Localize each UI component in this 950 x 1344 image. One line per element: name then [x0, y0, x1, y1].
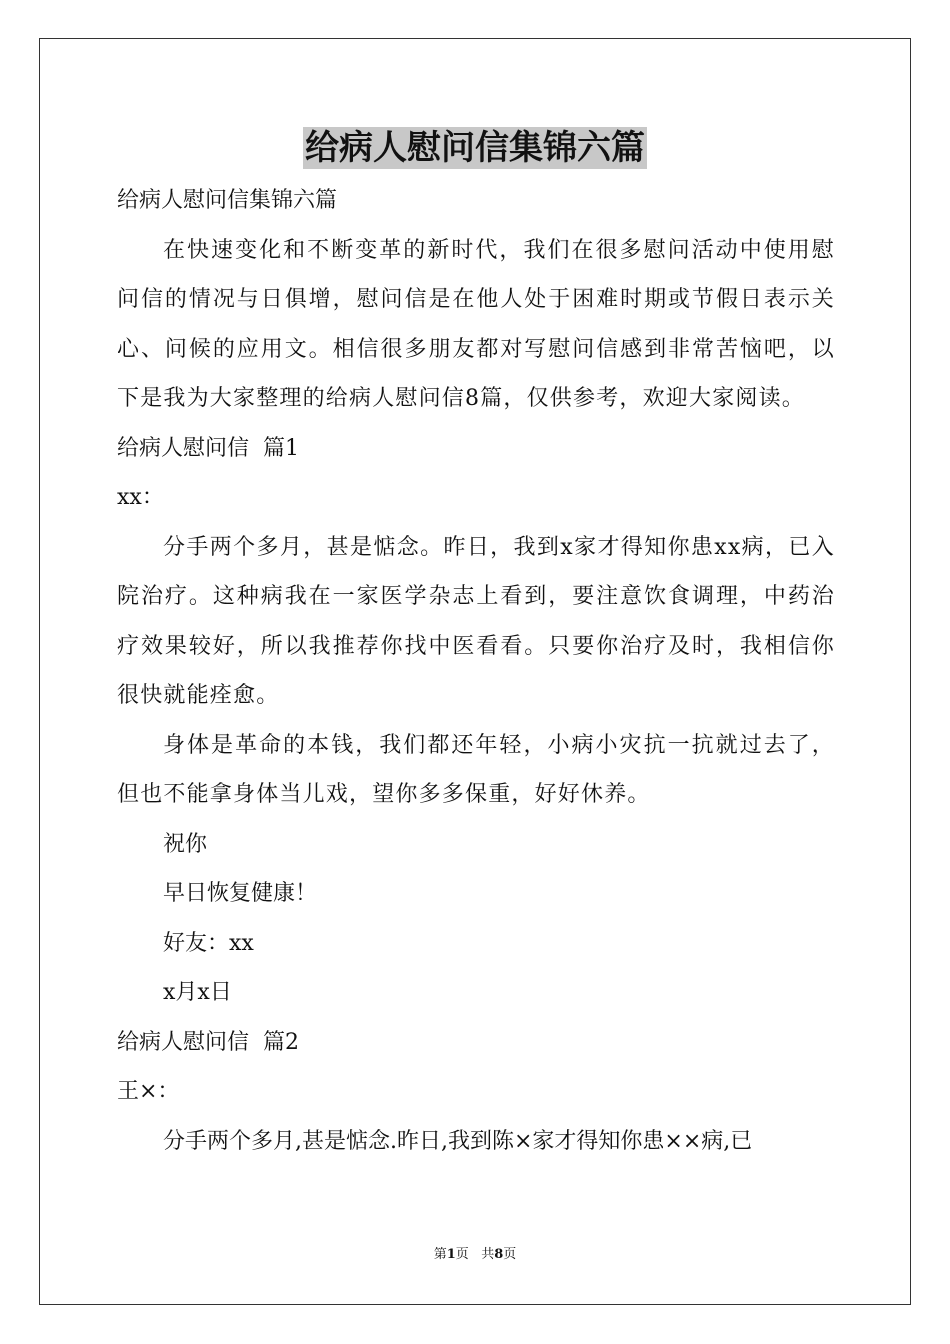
- document-body: [117, 176, 835, 1166]
- footer-page-mid: 页 共: [455, 1247, 495, 1262]
- letter2-paragraph-1: 分手两个多月,甚是惦念.昨日,我到陈×家才得知你患××病,已: [163, 1128, 753, 1154]
- letter1-closing-1: 祝你: [163, 831, 208, 857]
- footer-page-prefix: 第: [433, 1247, 447, 1262]
- letter1-salutation: xx：: [117, 485, 164, 510]
- letter1-heading: 给病人慰问信 篇1: [117, 435, 299, 461]
- letter1-paragraph-1: 分手两个多月，甚是惦念。昨日，我到x家才得知你患xx病，已入院治疗。这种病我在一家医学杂志上看到，要注意饮食调理，中药治疗效果较好，所以我推荐你找中医看看。只要你治疗及时，我相信你很快就能痊愈。: [117, 534, 835, 708]
- letter2-heading: 给病人慰问信 篇2: [117, 1029, 299, 1055]
- title-text: 给病人慰问信集锦六篇: [305, 128, 645, 168]
- document-title: [0, 127, 950, 171]
- letter1-paragraph-2: 身体是革命的本钱，我们都还年轻，小病小灾抗一抗就过去了，但也不能拿身体当儿戏，望你多多保重，好好休养。: [117, 732, 835, 807]
- intro-paragraph: 在快速变化和不断变革的新时代，我们在很多慰问活动中使用慰问信的情况与日俱增，慰问信是在他人处于困难时期或节假日表示关心、问候的应用文。相信很多朋友都对写慰问信感到非常苦恼吧，以下是我为大家整理的给病人慰问信8篇，仅供参考，欢迎大家阅读。: [117, 237, 835, 411]
- page-footer: [0, 1245, 950, 1265]
- footer-page-total: 8: [494, 1247, 504, 1262]
- letter1-closing-2: 早日恢复健康！: [163, 881, 318, 906]
- subtitle: 给病人慰问信集锦六篇: [117, 188, 338, 213]
- footer-page-current: 1: [446, 1247, 456, 1262]
- letter1-signature: 好友：xx: [163, 930, 254, 956]
- footer-page-suffix: 页: [503, 1247, 517, 1262]
- letter1-date: x月x日: [163, 980, 232, 1005]
- letter2-salutation: 王×：: [117, 1079, 180, 1104]
